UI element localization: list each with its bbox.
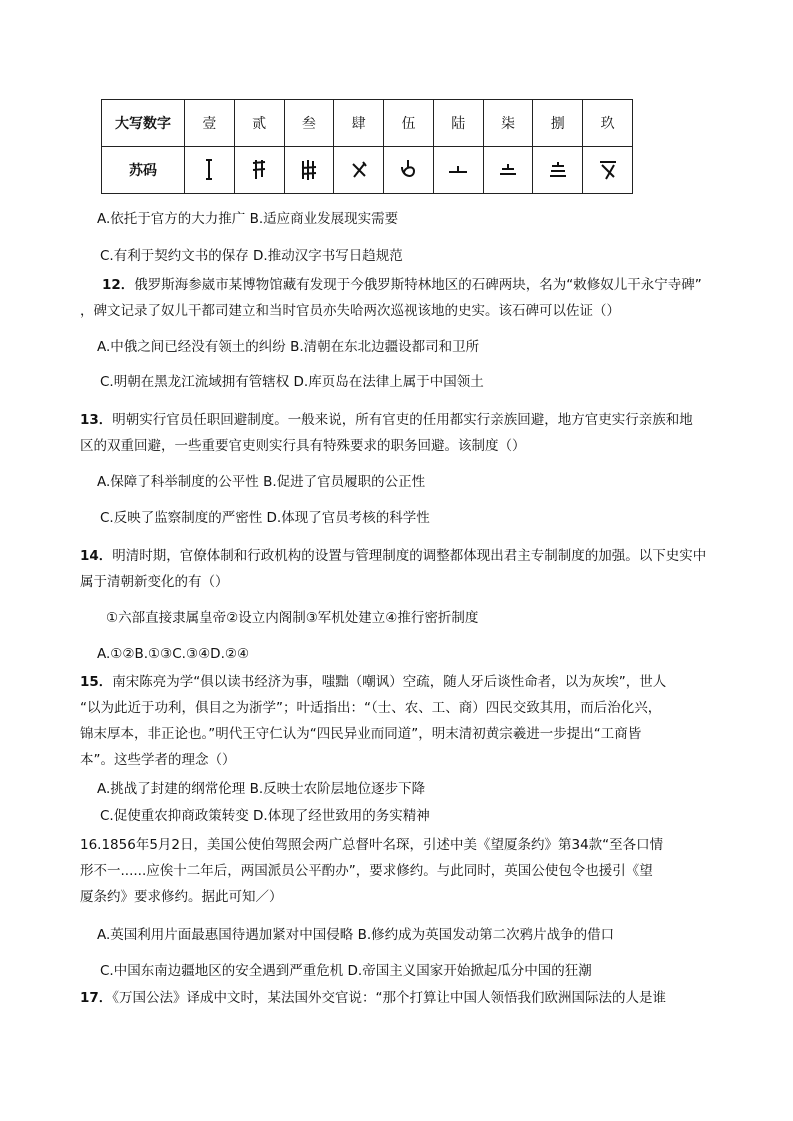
q11-options-ab: A.依托于官方的大力推广 B.适应商业发展现实需要 (97, 211, 399, 227)
suzhou-numeral-table (101, 99, 633, 194)
q12-stem-line1 (102, 276, 702, 294)
uppercase-3: 叁 (284, 100, 334, 147)
table-header-label: 大写数字 (102, 100, 185, 147)
q14-text-1: 明清时期，官僚体制和行政机构的设置与管理制度的调整都体现出君主专制制度的加强。以下史实中 (112, 548, 707, 564)
q17-stem-line1 (80, 989, 666, 1007)
q12-number: 12． (102, 277, 135, 293)
q12-options-cd: C.明朝在黑龙江流域拥有管辖权 D.库页岛在法律上属于中国领土 (100, 374, 484, 390)
q12-text-1: 俄罗斯海参崴市某博物馆藏有发现于今俄罗斯特林地区的石碑两块，名为“敕修奴儿干永宁寺碑” (134, 277, 702, 293)
uppercase-5: 伍 (384, 100, 434, 147)
q16-stem-line2: 形不一......应俟十二年后，两国派员公平酌办”，要求修约。与此同时，英国公使包令也援引《望 (80, 863, 653, 879)
q16-stem-line1: 16.1856年5月2日，美国公使伯驾照会两广总督叶名琛，引述中美《望厦条约》第34款“至各口情 (80, 837, 664, 853)
table-row-suma (102, 147, 633, 194)
uppercase-2: 贰 (234, 100, 284, 147)
q17-text-1: 《万国公法》译成中文时，某法国外交官说：“那个打算让中国人领悟我们欧洲国际法的人是谁 (112, 990, 667, 1006)
uppercase-4: 肆 (334, 100, 384, 147)
q13-stem-line1 (80, 411, 693, 429)
q13-number: 13． (80, 412, 113, 428)
uppercase-9: 玖 (583, 100, 633, 147)
q14-items: ①六部直接隶属皇帝②设立内阁制③军机处建立④推行密折制度 (106, 610, 479, 626)
suma-glyph-9 (583, 147, 633, 194)
table-row-uppercase (102, 100, 633, 147)
suma-glyph-7 (483, 147, 533, 194)
q13-stem-line2: 区的双重回避，一些重要官吏则实行具有特殊要求的职务回避。该制度（） (80, 438, 526, 454)
q15-text-1: 南宋陈亮为学“俱以读书经济为事，嗤黜（嘲讽）空疏，随人牙后谈性命者，以为灰埃”，世人 (112, 674, 667, 690)
q17-number: 17． (80, 990, 113, 1006)
q16-options-ab: A.英国利用片面最惠国待遇加紧对中国侵略 B.修约成为英国发动第二次鸦片战争的借口 (97, 927, 615, 943)
suma-glyph-3 (284, 147, 334, 194)
q15-stem-line2: “以为此近于功利，俱目之为浙学”；叶适指出：“（士、农、工、商）四民交致其用，而后治化兴， (80, 700, 662, 716)
q15-stem-line1 (80, 673, 666, 691)
q15-stem-line4: 本”。这些学者的理念（） (80, 752, 236, 768)
q15-options-ab: A.挑战了封建的纲常伦理 B.反映士农阶层地位逐步下降 (97, 781, 426, 797)
q14-number: 14． (80, 548, 113, 564)
uppercase-7: 柒 (483, 100, 533, 147)
q13-options-ab: A.保障了科举制度的公平性 B.促进了官员履职的公正性 (97, 474, 426, 490)
q15-stem-line3: 锦末厚本，非正论也。”明代王守仁认为“四民异业而同道”，明末清初黄宗羲进一步提出“工商皆 (80, 726, 642, 742)
q12-options-ab: A.中俄之间已经没有领土的纠纷 B.清朝在东北边疆设都司和卫所 (97, 339, 480, 355)
q15-options-cd: C.促使重农抑商政策转变 D.体现了经世致用的务实精神 (100, 808, 430, 824)
q15-number: 15． (80, 674, 113, 690)
suma-glyph-6 (433, 147, 483, 194)
q13-text-1: 明朝实行官员任职回避制度。一般来说，所有官吏的任用都实行亲族回避，地方官吏实行亲族和地 (112, 412, 693, 428)
suma-glyph-4 (334, 147, 384, 194)
q16-options-cd: C.中国东南边疆地区的安全遇到严重危机 D.帝国主义国家开始掀起瓜分中国的狂潮 (100, 963, 592, 979)
uppercase-6: 陆 (433, 100, 483, 147)
q12-stem-line2: ，碑文记录了奴儿干都司建立和当时官员亦失哈两次巡视该地的史实。该石碑可以佐证（） (80, 303, 620, 319)
q13-options-cd: C.反映了监察制度的严密性 D.体现了官员考核的科学性 (100, 510, 430, 526)
q16-stem-line3: 厦条约》要求修约。据此可知／） (80, 889, 283, 905)
suma-glyph-1 (185, 147, 235, 194)
q11-options-cd: C.有利于契约文书的保存 D.推动汉字书写日趋规范 (100, 248, 403, 264)
suma-glyph-8 (533, 147, 583, 194)
suma-glyph-5 (384, 147, 434, 194)
uppercase-1: 壹 (185, 100, 235, 147)
q14-stem-line2: 属于清朝新变化的有（） (80, 574, 229, 590)
q14-stem-line1 (80, 547, 706, 565)
table-row-label: 苏码 (102, 147, 185, 194)
q14-options: A.①②B.①③C.③④D.②④ (97, 646, 250, 662)
suma-glyph-2 (234, 147, 284, 194)
uppercase-8: 捌 (533, 100, 583, 147)
